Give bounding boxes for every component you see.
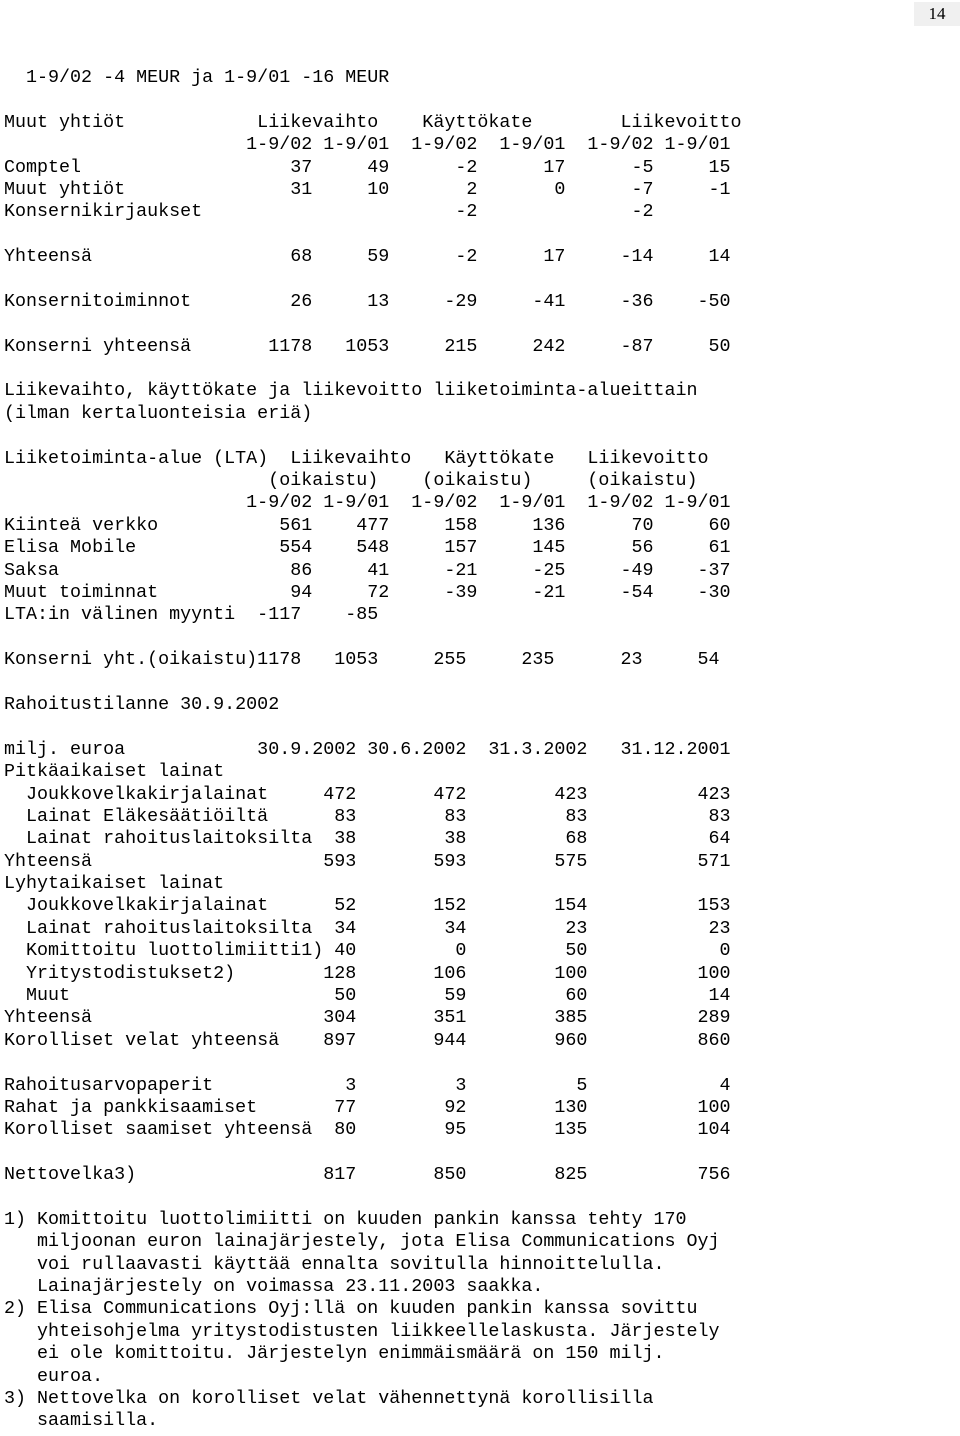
- text-line: saamisilla.: [4, 1410, 159, 1432]
- text-line: [4, 627, 742, 649]
- text-line: Yritystodistukset2) 128 106 100 100: [4, 962, 731, 984]
- text-line: Comptel 37 49 -2 17 -5 15: [4, 156, 731, 178]
- text-line: [4, 1052, 742, 1074]
- text-line: miljoonan euron lainajärjestely, jota Elisa Communications Oyj: [4, 1231, 720, 1253]
- text-line: Yhteensä 68 59 -2 17 -14 14: [4, 246, 731, 268]
- text-line: Kiinteä verkko 561 477 158 136 70 60: [4, 514, 731, 536]
- text-line: Konserni yht.(oikaistu)1178 1053 255 235 23 54: [4, 649, 720, 671]
- text-line: Joukkovelkakirjalainat 52 152 154 153: [4, 895, 731, 917]
- text-line: Pitkäaikaiset lainat: [4, 761, 225, 783]
- text-line: Lyhytaikaiset lainat: [4, 873, 225, 895]
- text-line: Konsernitoiminnot 26 13 -29 -41 -36 -50: [4, 290, 731, 312]
- text-line: LTA:in välinen myynti -117 -85: [4, 604, 379, 626]
- text-line: Rahoitustilanne 30.9.2002: [4, 693, 280, 715]
- text-line: [4, 425, 742, 447]
- text-line: 3) Nettovelka on korolliset velat vähennettynä korollisilla: [4, 1388, 654, 1410]
- text-line: Korolliset saamiset yhteensä 80 95 135 104: [4, 1119, 731, 1141]
- text-line: 1-9/02 1-9/01 1-9/02 1-9/01 1-9/02 1-9/01: [4, 134, 731, 156]
- text-line: 1) Komittoitu luottolimiitti on kuuden pankin kanssa tehty 170: [4, 1208, 687, 1230]
- text-line: Saksa 86 41 -21 -25 -49 -37: [4, 559, 731, 581]
- text-line: [4, 269, 742, 291]
- text-line: Rahat ja pankkisaamiset 77 92 130 100: [4, 1096, 731, 1118]
- text-line: [4, 672, 742, 694]
- text-line: Rahoitusarvopaperit 3 3 5 4: [4, 1074, 731, 1096]
- text-line: Lainat rahoituslaitoksilta 34 34 23 23: [4, 917, 731, 939]
- text-line: Konsernikirjaukset -2 -2: [4, 201, 654, 223]
- text-line: Liikevaihto, käyttökate ja liikevoitto liiketoiminta-alueittain: [4, 380, 698, 402]
- text-line: (oikaistu) (oikaistu) (oikaistu): [4, 470, 698, 492]
- text-line: (ilman kertaluonteisia eriä): [4, 402, 313, 424]
- text-line: [4, 716, 742, 738]
- text-line: [4, 358, 742, 380]
- page-number: 14: [914, 2, 960, 26]
- text-line: Nettovelka3) 817 850 825 756: [4, 1164, 731, 1186]
- text-line: Muut yhtiöt Liikevaihto Käyttökate Liikevoitto: [4, 111, 742, 133]
- text-line: [4, 313, 742, 335]
- text-line: [4, 1142, 742, 1164]
- text-line: yhteisohjelma yritystodistusten liikkeellelaskusta. Järjestely: [4, 1320, 720, 1342]
- text-line: 2) Elisa Communications Oyj:llä on kuuden pankin kanssa sovittu: [4, 1298, 698, 1320]
- text-line: Yhteensä 593 593 575 571: [4, 850, 731, 872]
- text-line: Muut yhtiöt 31 10 2 0 -7 -1: [4, 178, 731, 200]
- text-line: Konserni yhteensä 1178 1053 215 242 -87 50: [4, 335, 731, 357]
- text-line: voi rullaavasti käyttää ennalta sovitulla hinnoittelulla.: [4, 1253, 665, 1275]
- text-line: Korolliset velat yhteensä 897 944 960 860: [4, 1029, 731, 1051]
- text-line: [4, 89, 742, 111]
- text-line: milj. euroa 30.9.2002 30.6.2002 31.3.2002 31.12.2001: [4, 738, 731, 760]
- text-line: Liiketoiminta-alue (LTA) Liikevaihto Käyttökate Liikevoitto: [4, 447, 709, 469]
- text-line: Muut toiminnat 94 72 -39 -21 -54 -30: [4, 581, 731, 603]
- text-line: euroa.: [4, 1365, 104, 1387]
- text-line: Yhteensä 304 351 385 289: [4, 1007, 731, 1029]
- text-line: Lainat Eläkesäätiöiltä 83 83 83 83: [4, 805, 731, 827]
- text-line: [4, 224, 742, 246]
- text-line: 1-9/02 -4 MEUR ja 1-9/01 -16 MEUR: [4, 67, 390, 88]
- text-line: Komittoitu luottolimiitti1) 40 0 50 0: [4, 940, 731, 962]
- document-body: [4, 67, 742, 1433]
- text-line: Lainajärjestely on voimassa 23.11.2003 saakka.: [4, 1276, 544, 1298]
- text-line: 1-9/02 1-9/01 1-9/02 1-9/01 1-9/02 1-9/01: [4, 492, 731, 514]
- text-line: Joukkovelkakirjalainat 472 472 423 423: [4, 783, 731, 805]
- text-line: Muut 50 59 60 14: [4, 985, 731, 1007]
- text-line: Lainat rahoituslaitoksilta 38 38 68 64: [4, 828, 731, 850]
- text-line: Elisa Mobile 554 548 157 145 56 61: [4, 537, 731, 559]
- text-line: [4, 1187, 742, 1209]
- text-line: ei ole komittoitu. Järjestelyn enimmäismäärä on 150 milj.: [4, 1343, 665, 1365]
